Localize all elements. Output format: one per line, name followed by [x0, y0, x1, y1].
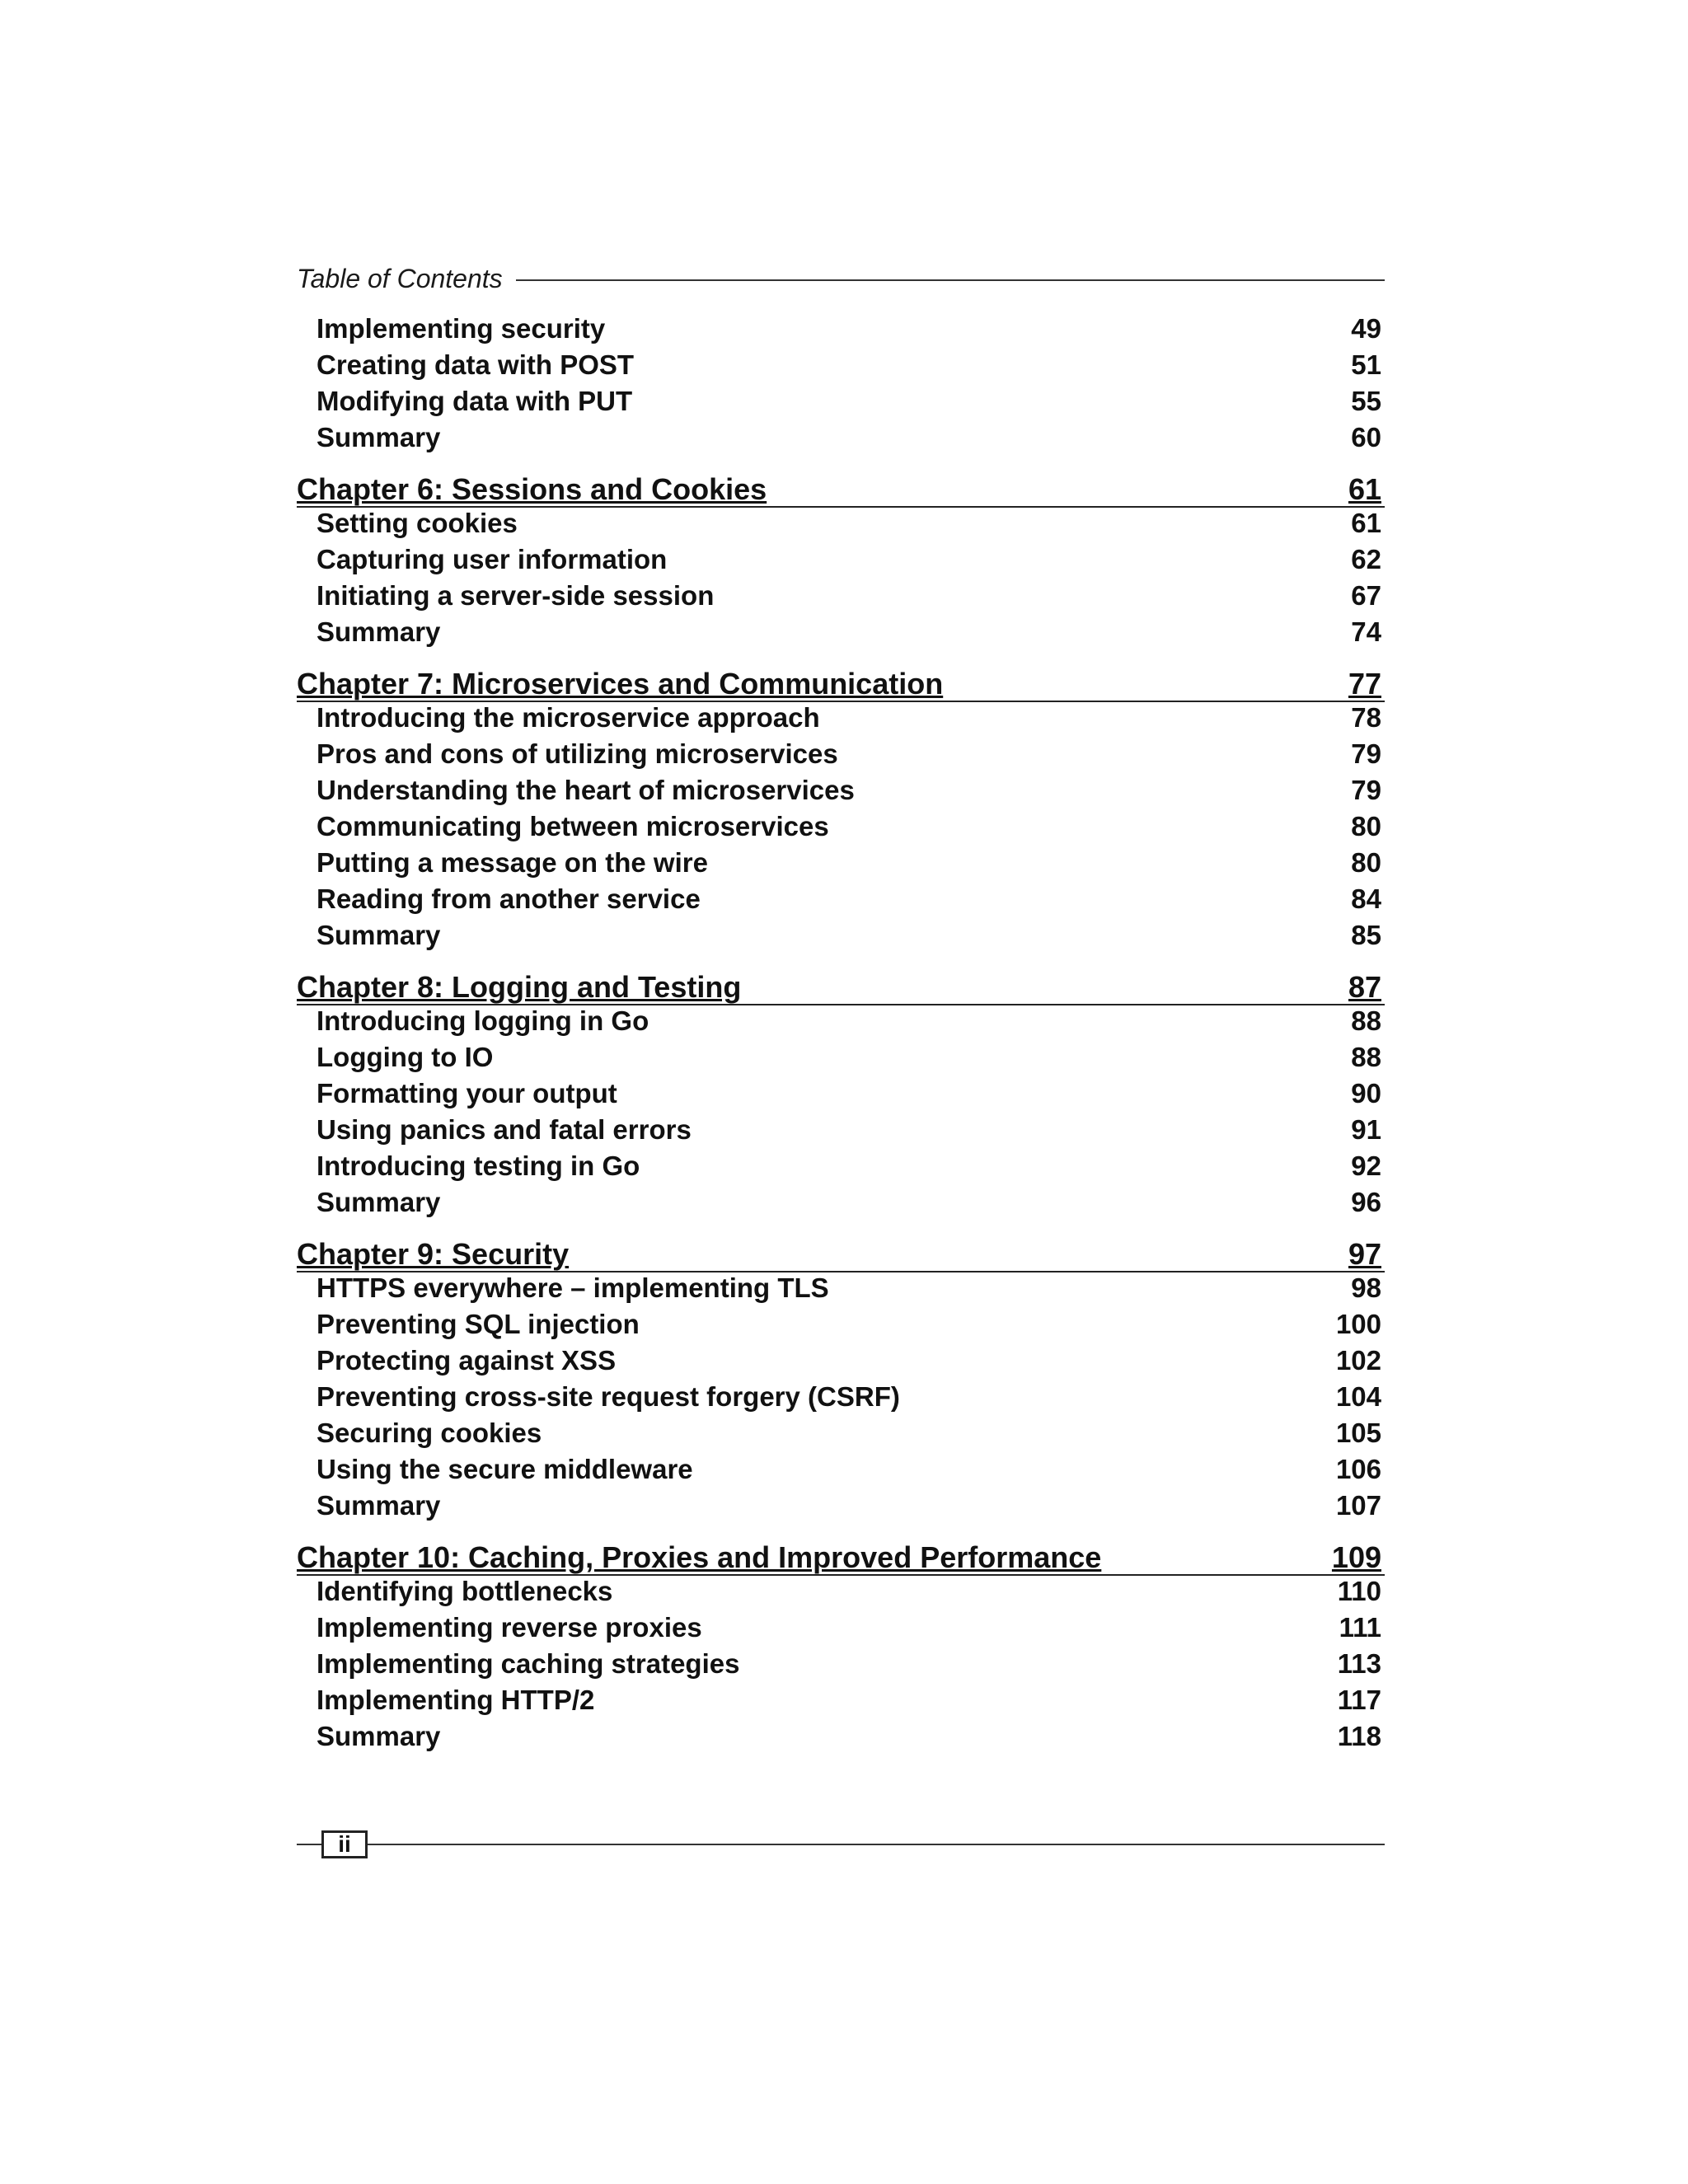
toc-entry[interactable]	[297, 422, 1385, 458]
chapter-title: Chapter 7: Microservices and Communication	[297, 667, 944, 701]
toc-entry-title: Summary	[316, 1490, 441, 1521]
toc-entry[interactable]	[297, 1576, 1385, 1612]
chapter-page-number: 77	[1348, 667, 1381, 701]
toc-entry-page-number: 92	[1351, 1151, 1381, 1181]
toc-entry-title: Summary	[316, 1721, 441, 1751]
toc-entry-title: Securing cookies	[316, 1418, 542, 1448]
footer-rule-right	[368, 1844, 1385, 1845]
toc-entry-title: Using the secure middleware	[316, 1454, 693, 1484]
toc-entry[interactable]	[297, 1490, 1385, 1526]
toc-entry[interactable]	[297, 580, 1385, 616]
toc-entry-title: Summary	[316, 616, 441, 647]
toc-entry-page-number: 62	[1351, 544, 1381, 574]
toc-entry-title: Capturing user information	[316, 544, 668, 574]
toc-entry-page-number: 51	[1351, 349, 1381, 380]
chapter-title: Chapter 6: Sessions and Cookies	[297, 472, 767, 506]
toc-entry-page-number: 88	[1351, 1005, 1381, 1036]
toc-entry[interactable]	[297, 1454, 1385, 1490]
page-number-box	[321, 1830, 368, 1858]
toc-entry[interactable]	[297, 1151, 1385, 1187]
toc-entry-page-number: 67	[1351, 580, 1381, 611]
page-number: ii	[338, 1831, 351, 1857]
chapter-page-number: 87	[1348, 970, 1381, 1004]
chapter-heading[interactable]	[297, 468, 1385, 508]
toc-entry-page-number: 80	[1351, 847, 1381, 878]
toc-entry-page-number: 117	[1337, 1685, 1381, 1715]
toc-entry[interactable]	[297, 313, 1385, 349]
toc-entry-page-number: 102	[1335, 1345, 1381, 1376]
page-footer	[297, 1826, 1385, 1863]
running-header	[297, 260, 1385, 297]
toc-entry-title: Using panics and fatal errors	[316, 1114, 692, 1145]
toc-entry-title: Introducing logging in Go	[316, 1005, 649, 1036]
toc-entry[interactable]	[297, 1042, 1385, 1078]
toc-entry[interactable]	[297, 920, 1385, 956]
chapter-title: Chapter 9: Security	[297, 1237, 570, 1271]
toc-entry-title: Creating data with POST	[316, 349, 635, 380]
toc-entry[interactable]	[297, 1721, 1385, 1757]
chapter-title: Chapter 10: Caching, Proxies and Improved Performance	[297, 1540, 1102, 1574]
toc-entry-title: Protecting against XSS	[316, 1345, 617, 1376]
toc-entry-page-number: 118	[1337, 1721, 1381, 1751]
toc-entry-title: Implementing HTTP/2	[316, 1685, 595, 1715]
toc-entry-title: Putting a message on the wire	[316, 847, 708, 878]
toc-entry-page-number: 85	[1351, 920, 1381, 950]
toc-entry-title: Summary	[316, 422, 441, 452]
toc-entry-page-number: 61	[1351, 508, 1381, 538]
toc-entry[interactable]	[297, 1418, 1385, 1454]
toc-entry[interactable]	[297, 1381, 1385, 1418]
toc-entry-page-number: 90	[1351, 1078, 1381, 1108]
toc-entry-page-number: 104	[1335, 1381, 1381, 1412]
toc-entry-title: Preventing SQL injection	[316, 1309, 640, 1339]
toc-entry[interactable]	[297, 702, 1385, 738]
toc-entry-page-number: 55	[1351, 386, 1381, 416]
chapter-heading[interactable]	[297, 966, 1385, 1005]
toc-entry-title: Implementing reverse proxies	[316, 1612, 702, 1643]
toc-entry[interactable]	[297, 544, 1385, 580]
document-page	[297, 0, 1385, 2184]
chapter-heading[interactable]	[297, 1233, 1385, 1272]
toc-entry-title: Implementing security	[316, 313, 606, 344]
toc-entry-page-number: 78	[1351, 702, 1381, 733]
toc-entry-page-number: 98	[1351, 1272, 1381, 1303]
toc-entry-page-number: 105	[1335, 1418, 1381, 1448]
toc-entry-title: Logging to IO	[316, 1042, 494, 1072]
toc-entry-page-number: 113	[1337, 1648, 1381, 1679]
toc-entry-page-number: 79	[1351, 775, 1381, 805]
toc-entry-title: Summary	[316, 920, 441, 950]
toc-entry[interactable]	[297, 1345, 1385, 1381]
toc-entry-page-number: 96	[1351, 1187, 1381, 1217]
toc-entry[interactable]	[297, 1612, 1385, 1648]
toc-entry-title: Modifying data with PUT	[316, 386, 633, 416]
toc-entry[interactable]	[297, 775, 1385, 811]
toc-entry[interactable]	[297, 1114, 1385, 1151]
toc-entry[interactable]	[297, 1648, 1385, 1685]
toc-entry[interactable]	[297, 1309, 1385, 1345]
toc-entry-page-number: 106	[1335, 1454, 1381, 1484]
toc-entry-title: Identifying bottlenecks	[316, 1576, 613, 1606]
toc-entry-title: Implementing caching strategies	[316, 1648, 740, 1679]
toc-entry[interactable]	[297, 1187, 1385, 1223]
toc-entry-page-number: 88	[1351, 1042, 1381, 1072]
toc-entry[interactable]	[297, 386, 1385, 422]
toc-entry-title: HTTPS everywhere – implementing TLS	[316, 1272, 829, 1303]
footer-rule-left	[297, 1844, 321, 1845]
toc-entry-title: Introducing testing in Go	[316, 1151, 640, 1181]
toc-entry-page-number: 91	[1351, 1114, 1381, 1145]
toc-entry[interactable]	[297, 883, 1385, 920]
toc-entry[interactable]	[297, 1005, 1385, 1042]
toc-entry-title: Pros and cons of utilizing microservices	[316, 738, 838, 769]
toc-entry[interactable]	[297, 508, 1385, 544]
toc-entry[interactable]	[297, 616, 1385, 653]
toc-entry-title: Initiating a server-side session	[316, 580, 715, 611]
toc-entry[interactable]	[297, 1685, 1385, 1721]
toc-entry-page-number: 79	[1351, 738, 1381, 769]
chapter-heading[interactable]	[297, 1536, 1385, 1576]
toc-entry-title: Formatting your output	[316, 1078, 617, 1108]
toc-entry-page-number: 49	[1351, 313, 1381, 344]
toc-entry-page-number: 60	[1351, 422, 1381, 452]
running-header-title: Table of Contents	[297, 263, 503, 293]
table-of-contents	[297, 313, 1385, 1757]
toc-entry-page-number: 107	[1335, 1490, 1381, 1521]
toc-entry-title: Preventing cross-site request forgery (CSRF)	[316, 1381, 900, 1412]
toc-entry-page-number: 111	[1339, 1612, 1381, 1643]
toc-entry-page-number: 110	[1337, 1576, 1381, 1606]
chapter-page-number: 61	[1348, 472, 1381, 506]
toc-entry[interactable]	[297, 1078, 1385, 1114]
toc-entry-title: Understanding the heart of microservices	[316, 775, 855, 805]
toc-entry-title: Communicating between microservices	[316, 811, 829, 841]
toc-entry[interactable]	[297, 738, 1385, 775]
toc-entry[interactable]	[297, 349, 1385, 386]
toc-entry-page-number: 74	[1351, 616, 1381, 647]
chapter-heading[interactable]	[297, 663, 1385, 702]
toc-entry[interactable]	[297, 847, 1385, 883]
toc-entry[interactable]	[297, 811, 1385, 847]
chapter-page-number: 97	[1348, 1237, 1381, 1271]
toc-entry-page-number: 80	[1351, 811, 1381, 841]
toc-entry-title: Reading from another service	[316, 883, 701, 914]
chapter-page-number: 109	[1331, 1540, 1381, 1574]
toc-entry-page-number: 84	[1351, 883, 1381, 914]
toc-entry-page-number: 100	[1335, 1309, 1381, 1339]
toc-entry-title: Introducing the microservice approach	[316, 702, 820, 733]
toc-entry-title: Summary	[316, 1187, 441, 1217]
chapter-title: Chapter 8: Logging and Testing	[297, 970, 742, 1004]
toc-entry[interactable]	[297, 1272, 1385, 1309]
toc-entry-title: Setting cookies	[316, 508, 518, 538]
header-rule	[516, 279, 1385, 281]
